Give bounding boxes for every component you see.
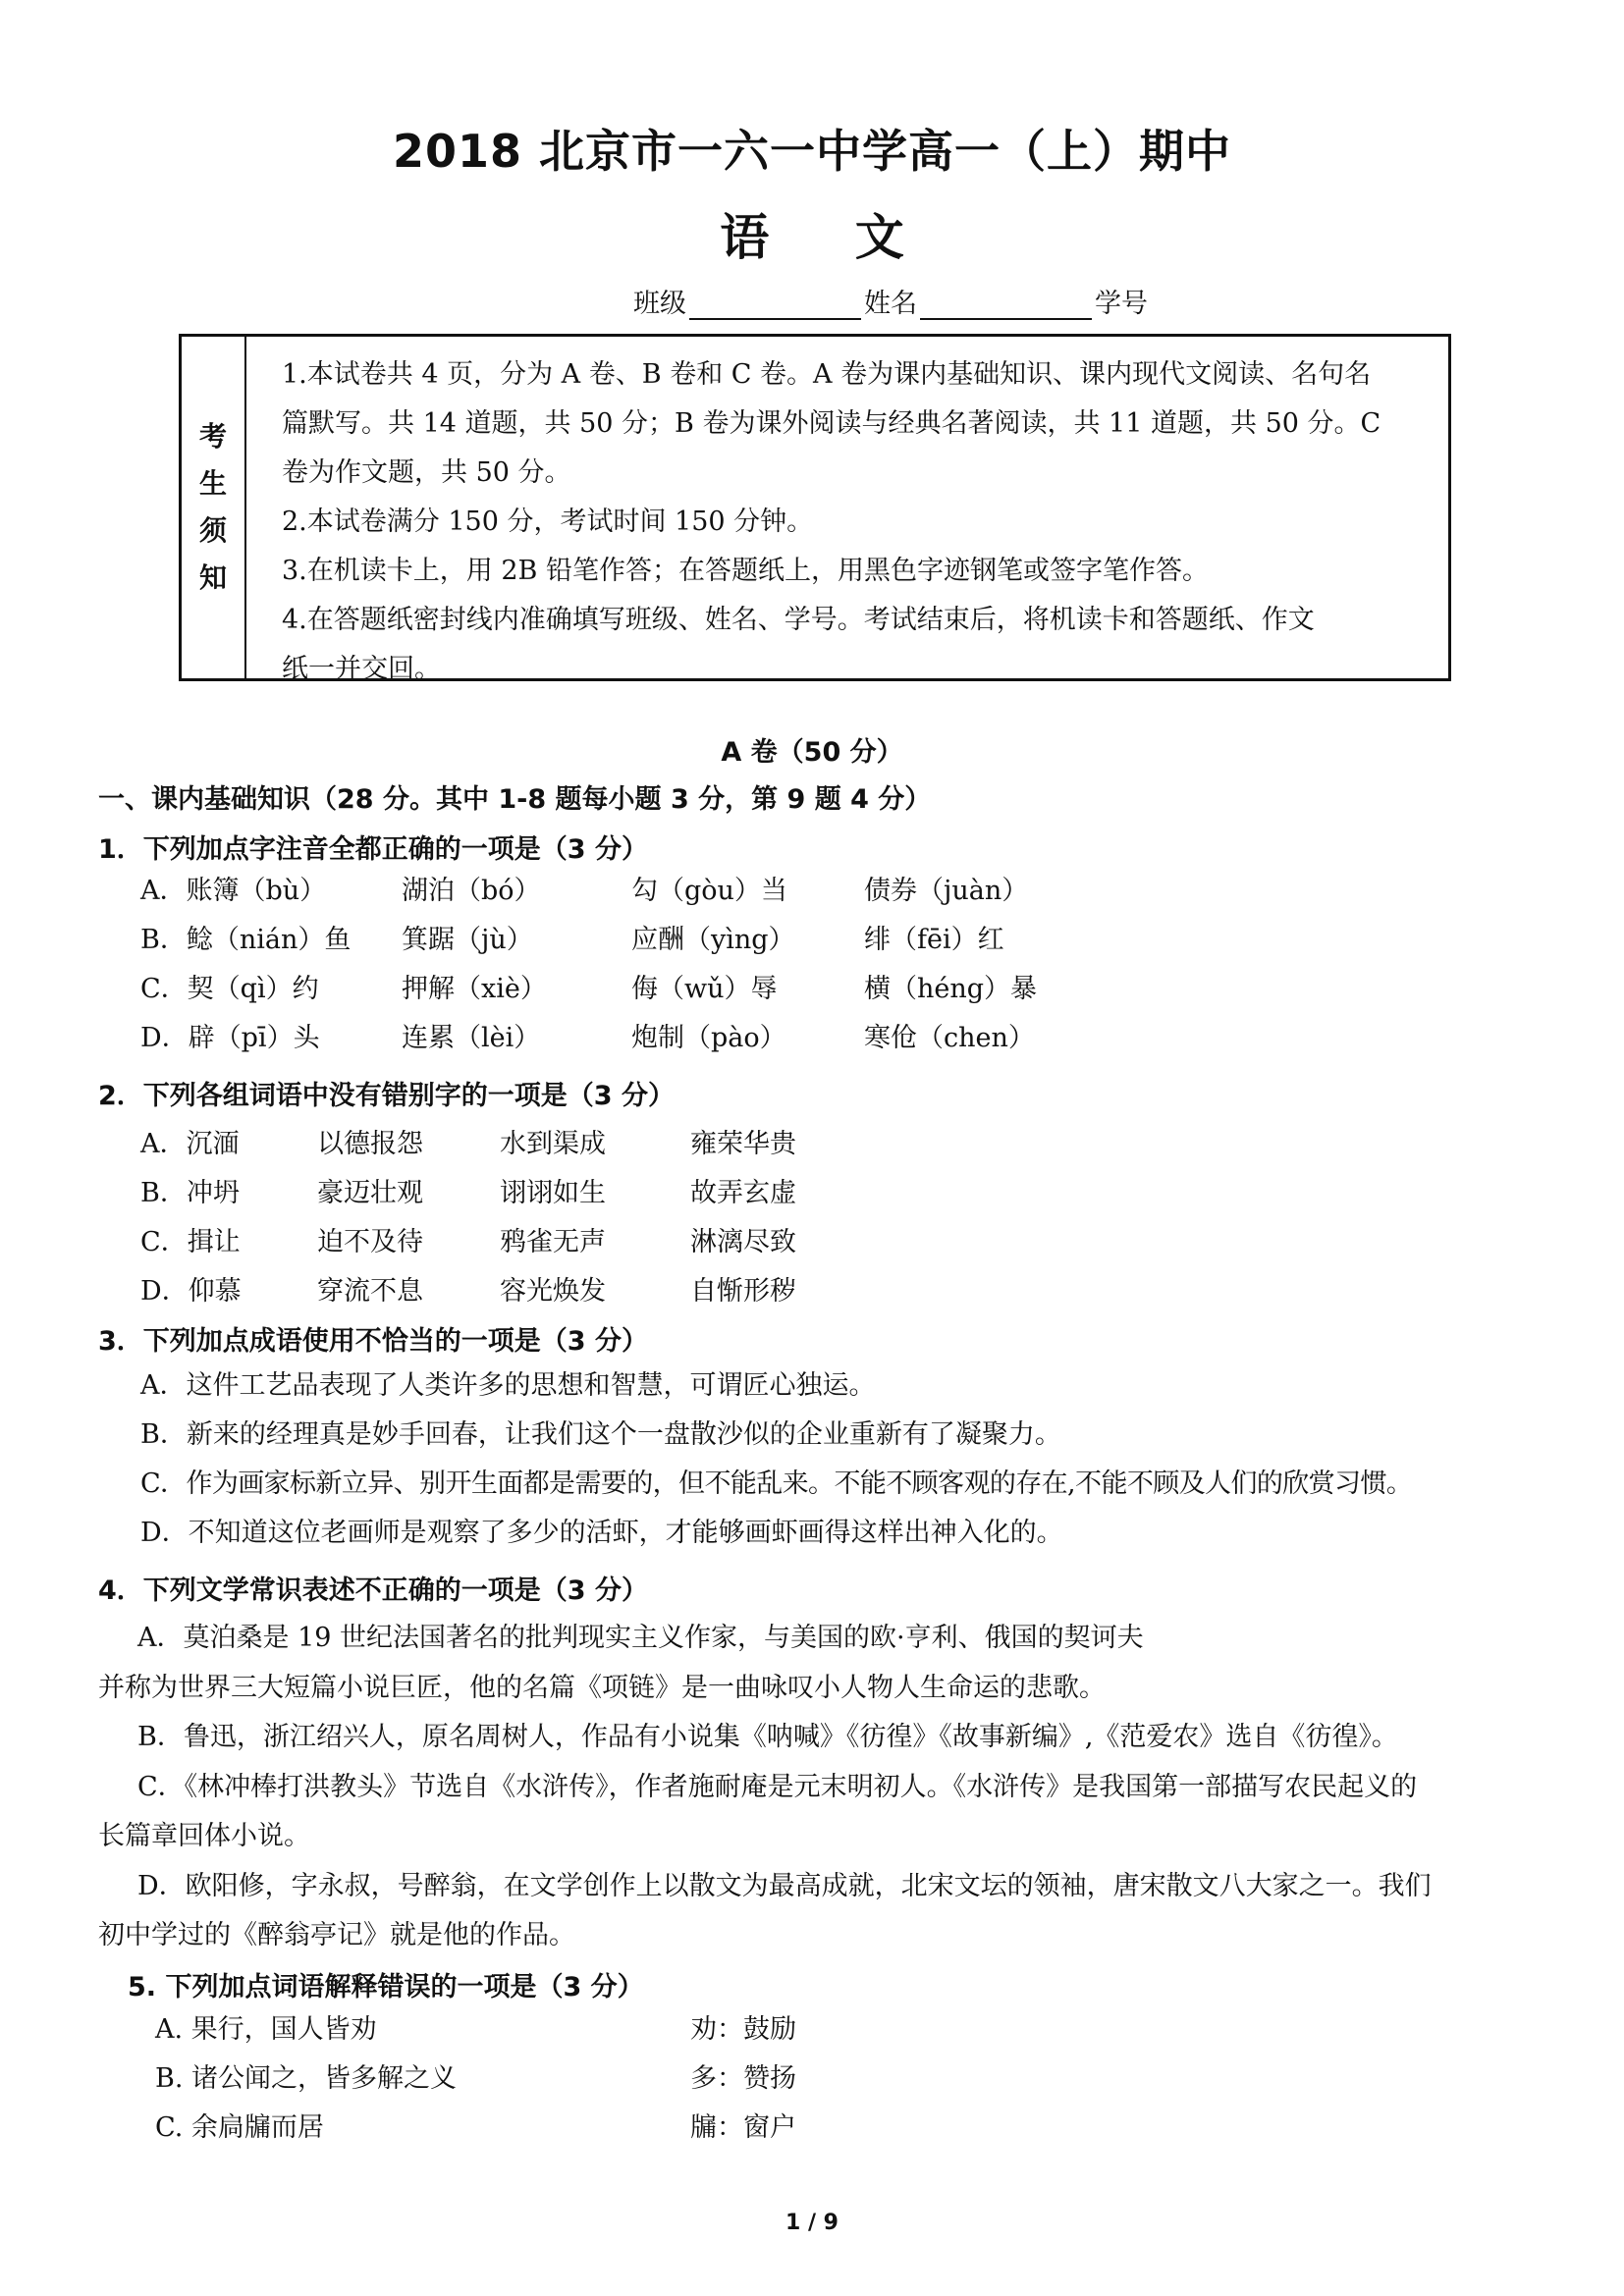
option-cell: A．沉湎	[140, 1129, 240, 1159]
option-cell: D．仰慕	[140, 1276, 242, 1307]
option-cell: 寒伧（chen）	[864, 1023, 1035, 1053]
q2-stem: 2．下列各组词语中没有错别字的一项是（3 分）	[98, 1081, 675, 1111]
option-cell: C. 余扃牖而居	[155, 2112, 324, 2143]
q4-line: 并称为世界三大短篇小说巨匠，他的名篇《项链》是一曲咏叹小人物人生命运的悲歌。	[98, 1673, 1106, 1703]
notice-line: 2.本试卷满分 150 分，考试时间 150 分钟。	[282, 507, 814, 537]
notice-body	[246, 337, 1448, 684]
option-cell: 湖泊（bó）	[402, 876, 541, 906]
exam-notice-box	[179, 334, 1451, 684]
q5-stem: 5. 下列加点词语解释错误的一项是（3 分）	[128, 1972, 644, 2002]
notice-line: 卷为作文题，共 50 分。	[282, 457, 571, 488]
notice-side-char: 生	[198, 467, 227, 500]
q4-line: C．《林冲棒打洪教头》节选自《水浒传》，作者施耐庵是元末明初人。《水浒传》是我国第一部描写农民起义的	[137, 1772, 1418, 1802]
option-cell: 债券（juàn）	[864, 876, 1029, 906]
option-cell: B．冲坍	[140, 1178, 240, 1208]
option-cell: C．契（qì）约	[140, 974, 319, 1004]
notice-line: 篇默写。共 14 道题，共 50 分；B 卷为课外阅读与经典名著阅读，共 11 道题，共 50 分。C	[282, 408, 1381, 439]
student-info-line	[633, 282, 1148, 320]
q4-line: B．鲁迅，浙江绍兴人，原名周树人，作品有小说集《呐喊》《彷徨》《故事新编》,《范爱农》选自《彷徨》。	[137, 1722, 1398, 1752]
option-cell: B. 诸公闻之，皆多解之义	[155, 2063, 458, 2094]
notice-side-char: 须	[198, 514, 227, 547]
q3-option: C．作为画家标新立异、别开生面都是需要的，但不能乱来。不能不顾客观的存在,不能不顾及人们的欣赏习惯。	[140, 1468, 1413, 1499]
option-cell: 故弄玄虚	[690, 1178, 796, 1208]
notice-line: 4.在答题纸密封线内准确填写班级、姓名、学号。考试结束后，将机读卡和答题纸、作文	[282, 605, 1315, 635]
q4-line: A．莫泊桑是 19 世纪法国著名的批判现实主义作家，与美国的欧·亨利、俄国的契诃夫	[137, 1623, 1144, 1653]
q4-stem: 4．下列文学常识表述不正确的一项是（3 分）	[98, 1575, 648, 1606]
option-cell: 押解（xiè）	[402, 974, 547, 1004]
option-cell: 穿流不息	[317, 1276, 423, 1307]
option-cell: 诩诩如生	[500, 1178, 606, 1208]
option-cell: 劝：鼓励	[690, 2014, 796, 2045]
option-cell: 自惭形秽	[690, 1276, 796, 1307]
notice-line: 1.本试卷共 4 页，分为 A 卷、B 卷和 C 卷。A 卷为课内基础知识、课内现代文阅读、名句名	[282, 359, 1372, 390]
q4-line: 长篇章回体小说。	[98, 1821, 310, 1851]
option-cell: 雍荣华贵	[690, 1129, 796, 1159]
option-cell: 豪迈壮观	[317, 1178, 423, 1208]
name-label: 姓名	[864, 289, 917, 319]
q1-stem: 1．下列加点字注音全都正确的一项是（3 分）	[98, 834, 648, 865]
option-cell: 迫不及待	[317, 1227, 423, 1257]
notice-side-label	[182, 337, 246, 678]
option-cell: 容光焕发	[500, 1276, 606, 1307]
q4-line: 初中学过的《醉翁亭记》就是他的作品。	[98, 1920, 575, 1950]
q3-stem: 3．下列加点成语使用不恰当的一项是（3 分）	[98, 1326, 648, 1357]
option-cell: 横（héng）暴	[864, 974, 1038, 1004]
exam-title: 2018 北京市一六一中学高一（上）期中	[392, 125, 1232, 178]
option-cell: 连累（lèi）	[402, 1023, 541, 1053]
option-cell: 勾（gòu）当	[631, 876, 787, 906]
q3-option: A．这件工艺品表现了人类许多的思想和智慧，可谓匠心独运。	[140, 1370, 876, 1401]
part1-heading: 一、课内基础知识（28 分。其中 1-8 题每小题 3 分，第 9 题 4 分）	[98, 784, 932, 815]
notice-line: 3.在机读卡上，用 2B 铅笔作答；在答题纸上，用黑色字迹钢笔或签字笔作答。	[282, 556, 1209, 586]
option-cell: 应酬（yìng）	[631, 925, 795, 955]
option-cell: 牖：窗户	[690, 2112, 796, 2143]
option-cell: 箕踞（jù）	[402, 925, 533, 955]
option-cell: B．鲶（nián）鱼	[140, 925, 352, 955]
notice-side-char: 知	[198, 561, 227, 594]
option-cell: 绯（fēi）红	[864, 925, 1004, 955]
option-cell: 淋漓尽致	[690, 1227, 796, 1257]
page-number: 1 / 9	[785, 2211, 839, 2235]
notice-side-char: 考	[198, 420, 227, 453]
q4-line: D．欧阳修，字永叔，号醉翁，在文学创作上以散文为最高成就，北宋文坛的领袖，唐宋散文八大家之一。我们	[137, 1871, 1432, 1901]
option-cell: C．揖让	[140, 1227, 241, 1257]
option-cell: 以德报怨	[317, 1129, 423, 1159]
option-cell: 水到渠成	[500, 1129, 606, 1159]
q3-option: D．不知道这位老画师是观察了多少的活虾，才能够画虾画得这样出神入化的。	[140, 1518, 1063, 1548]
option-cell: A. 果行，国人皆劝	[155, 2014, 377, 2045]
option-cell: 鸦雀无声	[500, 1227, 606, 1257]
option-cell: 多：赞扬	[690, 2063, 796, 2094]
class-label: 班级	[633, 289, 686, 319]
subject-title: 语 文	[720, 209, 904, 266]
name-blank	[920, 293, 1092, 320]
section-a-heading: A 卷（50 分）	[721, 737, 903, 768]
q3-option: B．新来的经理真是妙手回春，让我们这个一盘散沙似的企业重新有了凝聚力。	[140, 1419, 1061, 1450]
option-cell: D．辟（pī）头	[140, 1023, 320, 1053]
notice-line: 纸一并交回。	[282, 654, 441, 684]
option-cell: 炮制（pào）	[631, 1023, 786, 1053]
id-label: 学号	[1095, 289, 1148, 319]
option-cell: A．账簿（bù）	[140, 876, 327, 906]
class-blank	[689, 293, 861, 320]
option-cell: 侮（wǔ）辱	[631, 974, 778, 1004]
